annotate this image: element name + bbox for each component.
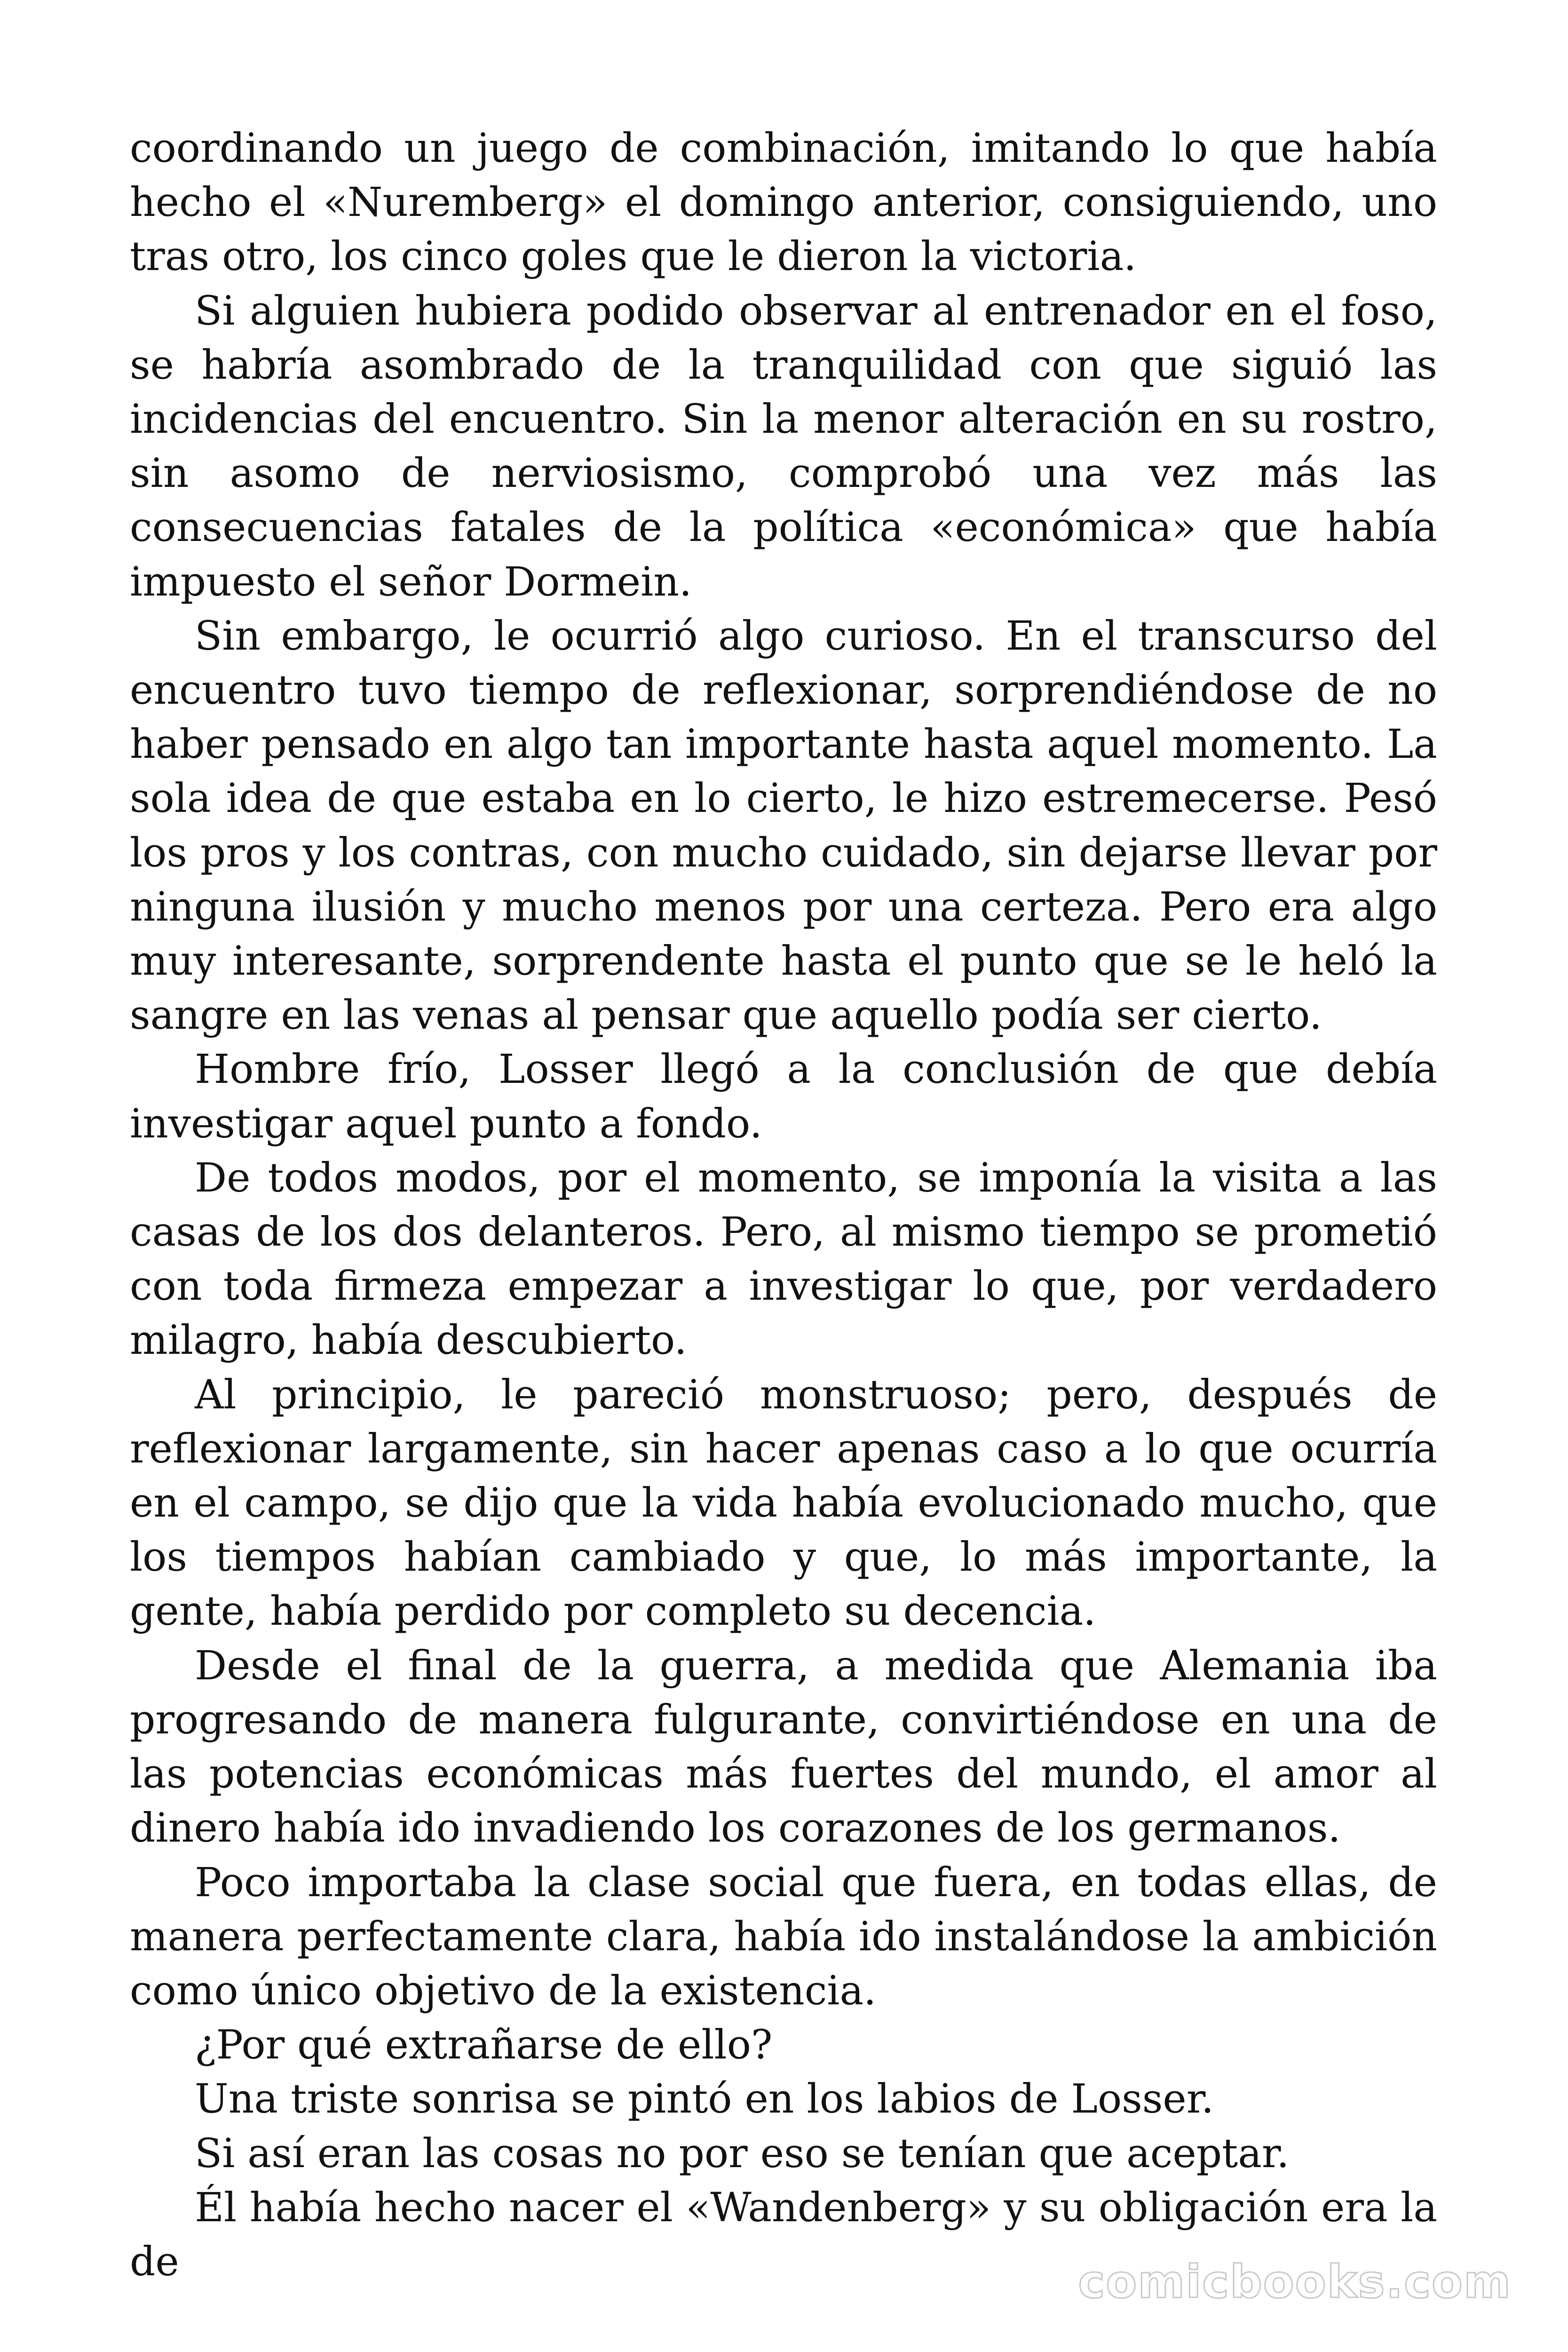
watermark: comicbooks.com	[1078, 2256, 1512, 2308]
paragraph: Al principio, le pareció monstruoso; pero, después de reflexionar largamente, sin hacer apenas caso a lo que ocurría en el campo, se dijo que la vida había evolucionado mucho, que los tiempos habían cambiado y que, lo más importante, la gente, había perdido por completo su decencia.	[130, 1371, 1437, 1635]
paragraph: Hombre frío, Losser llegó a la conclusión de que debía investigar aquel punto a fondo.	[130, 1046, 1437, 1147]
body-text	[130, 121, 1437, 2289]
paragraph: Sin embargo, le ocurrió algo curioso. En el transcurso del encuentro tuvo tiempo de reflexionar, sorprendiéndose de no haber pensado en algo tan importante hasta aquel momento. La sola idea de que estaba en lo cierto, le hizo estremecerse. Pesó los pros y los contras, con mucho cuidado, sin dejarse llevar por ninguna ilusión y mucho menos por una certeza. Pero era algo muy interesante, sorprendente hasta el punto que se le heló la sangre en las venas al pensar que aquello podía ser cierto.	[130, 612, 1437, 1039]
paragraph-continuation: coordinando un juego de combinación, imitando lo que había hecho el «Nuremberg» el domingo anterior, consiguiendo, uno tras otro, los cinco goles que le dieron la victoria.	[130, 125, 1437, 280]
paragraph: Una triste sonrisa se pintó en los labios de Losser.	[195, 2076, 1214, 2123]
paragraph: Si alguien hubiera podido observar al entrenador en el foso, se habría asombrado de la tranquilidad con que siguió las incidencias del encuentro. Sin la menor alteración en su rostro, sin asomo de nerviosismo, comprobó una vez más las consecuencias fatales de la política «económica» que había impuesto el señor Dormein.	[130, 287, 1437, 605]
paragraph: De todos modos, por el momento, se imponía la visita a las casas de los dos delanteros. Pero, al mismo tiempo se prometió con toda firmeza empezar a investigar lo que, por verdadero milagro, había descubierto.	[130, 1154, 1437, 1364]
paragraph: Él había hecho nacer el «Wandenberg» y su obligación era la de	[130, 2184, 1437, 2285]
paragraph: Poco importaba la clase social que fuera, en todas ellas, de manera perfectamente clara, había ido instalándose la ambición como único objetivo de la existencia.	[130, 1859, 1437, 2014]
paragraph: Desde el final de la guerra, a medida que Alemania iba progresando de manera fulgurante, convirtiéndose en una de las potencias económicas más fuertes del mundo, el amor al dinero había ido invadiendo los corazones de los germanos.	[130, 1642, 1437, 1852]
paragraph: Si así eran las cosas no por eso se tenían que aceptar.	[195, 2130, 1290, 2177]
paragraph: ¿Por qué extrañarse de ello?	[195, 2022, 773, 2069]
